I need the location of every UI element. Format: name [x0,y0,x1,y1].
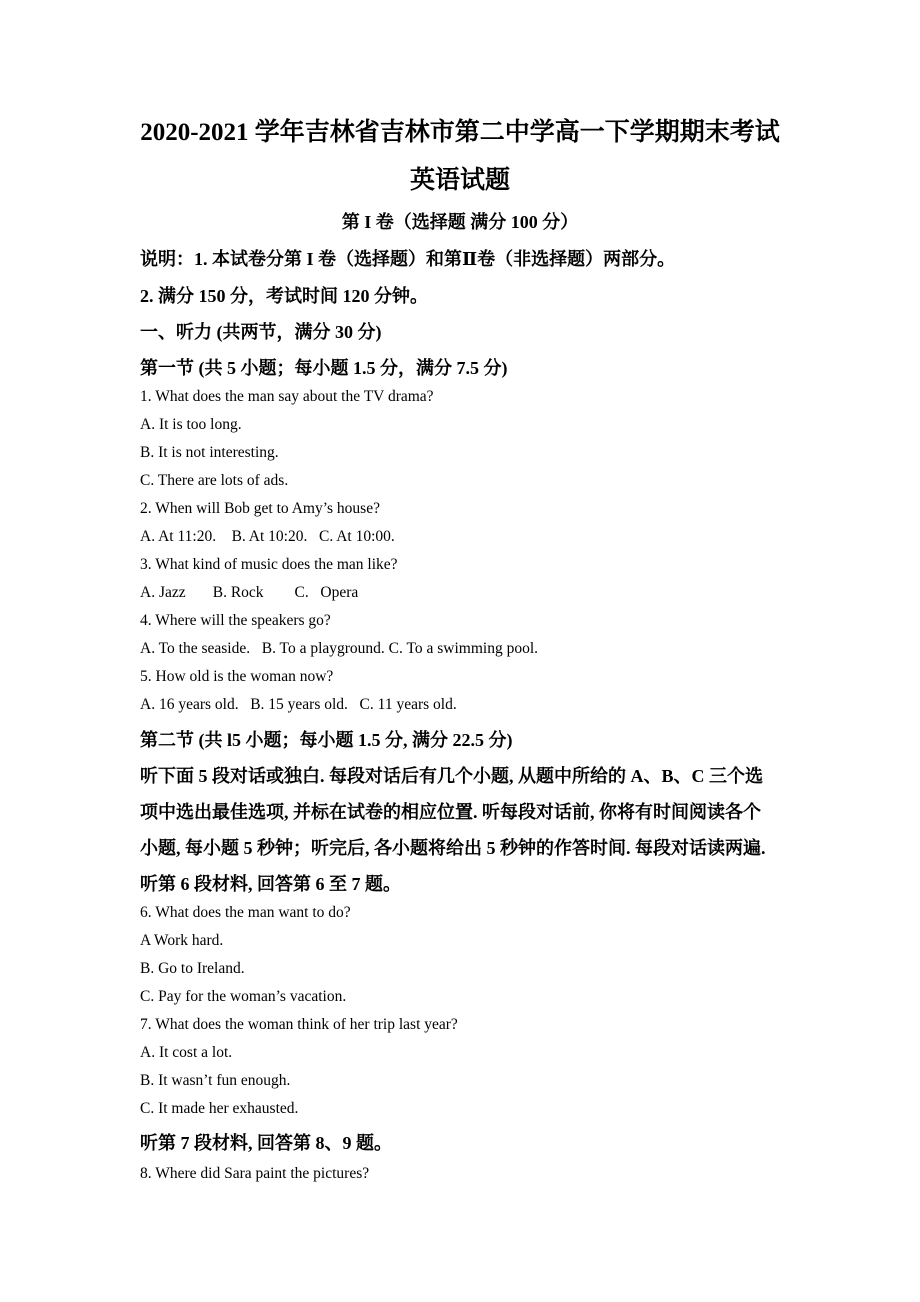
material-heading: 听第 7 段材料, 回答第 8、9 题。 [140,1133,392,1153]
question-line: 6. What does the man want to do? [140,904,351,921]
option-line: A. 16 years old. B. 15 years old. C. 11 years old. [140,696,457,713]
instruction-line: 项中选出最佳选项, 并标在试卷的相应位置. 听每段对话前, 你将有时间阅读各个 [140,802,761,822]
option-line: B. It is not interesting. [140,444,279,461]
option-line: A. To the seaside. B. To a playground. C. To a swimming pool. [140,640,538,657]
option-line: A. It is too long. [140,416,242,433]
option-line: C. There are lots of ads. [140,472,289,489]
question-line: 4. Where will the speakers go? [140,612,331,629]
section-heading: 一、听力 (共两节，满分 30 分) [140,322,382,342]
option-line: A Work hard. [140,932,224,949]
question-line: 7. What does the woman think of her trip last year? [140,1016,458,1033]
part-heading: 第一节 (共 5 小题；每小题 1.5 分，满分 7.5 分) [140,358,508,378]
page-title: 2020-2021 学年吉林省吉林市第二中学高一下学期期末考试 [140,119,780,146]
option-line: C. Pay for the woman’s vacation. [140,988,347,1005]
note-line: 2. 满分 150 分，考试时间 120 分钟。 [140,286,428,306]
instruction-line: 小题, 每小题 5 秒钟；听完后, 各小题将给出 5 秒钟的作答时间. 每段对话读两遍. [140,838,766,858]
paper-part-heading: 第 I 卷（选择题 满分 100 分） [341,212,579,232]
option-line: C. It made her exhausted. [140,1100,299,1117]
option-line: A. At 11:20. B. At 10:20. C. At 10:00. [140,528,395,545]
question-line: 3. What kind of music does the man like? [140,556,398,573]
instruction-line: 听下面 5 段对话或独白. 每段对话后有几个小题, 从题中所给的 A、B、C 三个选 [140,766,764,786]
question-line: 5. How old is the woman now? [140,668,334,685]
option-line: A. Jazz B. Rock C. Opera [140,584,359,601]
question-line: 1. What does the man say about the TV drama? [140,388,434,405]
page-subtitle: 英语试题 [409,167,510,194]
option-line: B. Go to Ireland. [140,960,245,977]
note-line: 说明：1. 本试卷分第 I 卷（选择题）和第Ⅱ卷（非选择题）两部分。 [140,249,676,269]
instruction-line: 听第 6 段材料, 回答第 6 至 7 题。 [140,874,401,894]
option-line: B. It wasn’t fun enough. [140,1072,291,1089]
option-line: A. It cost a lot. [140,1044,233,1061]
part-heading: 第二节 (共 l5 小题；每小题 1.5 分, 满分 22.5 分) [140,730,513,750]
question-line: 2. When will Bob get to Amy’s house? [140,500,380,517]
question-line: 8. Where did Sara paint the pictures? [140,1165,370,1182]
